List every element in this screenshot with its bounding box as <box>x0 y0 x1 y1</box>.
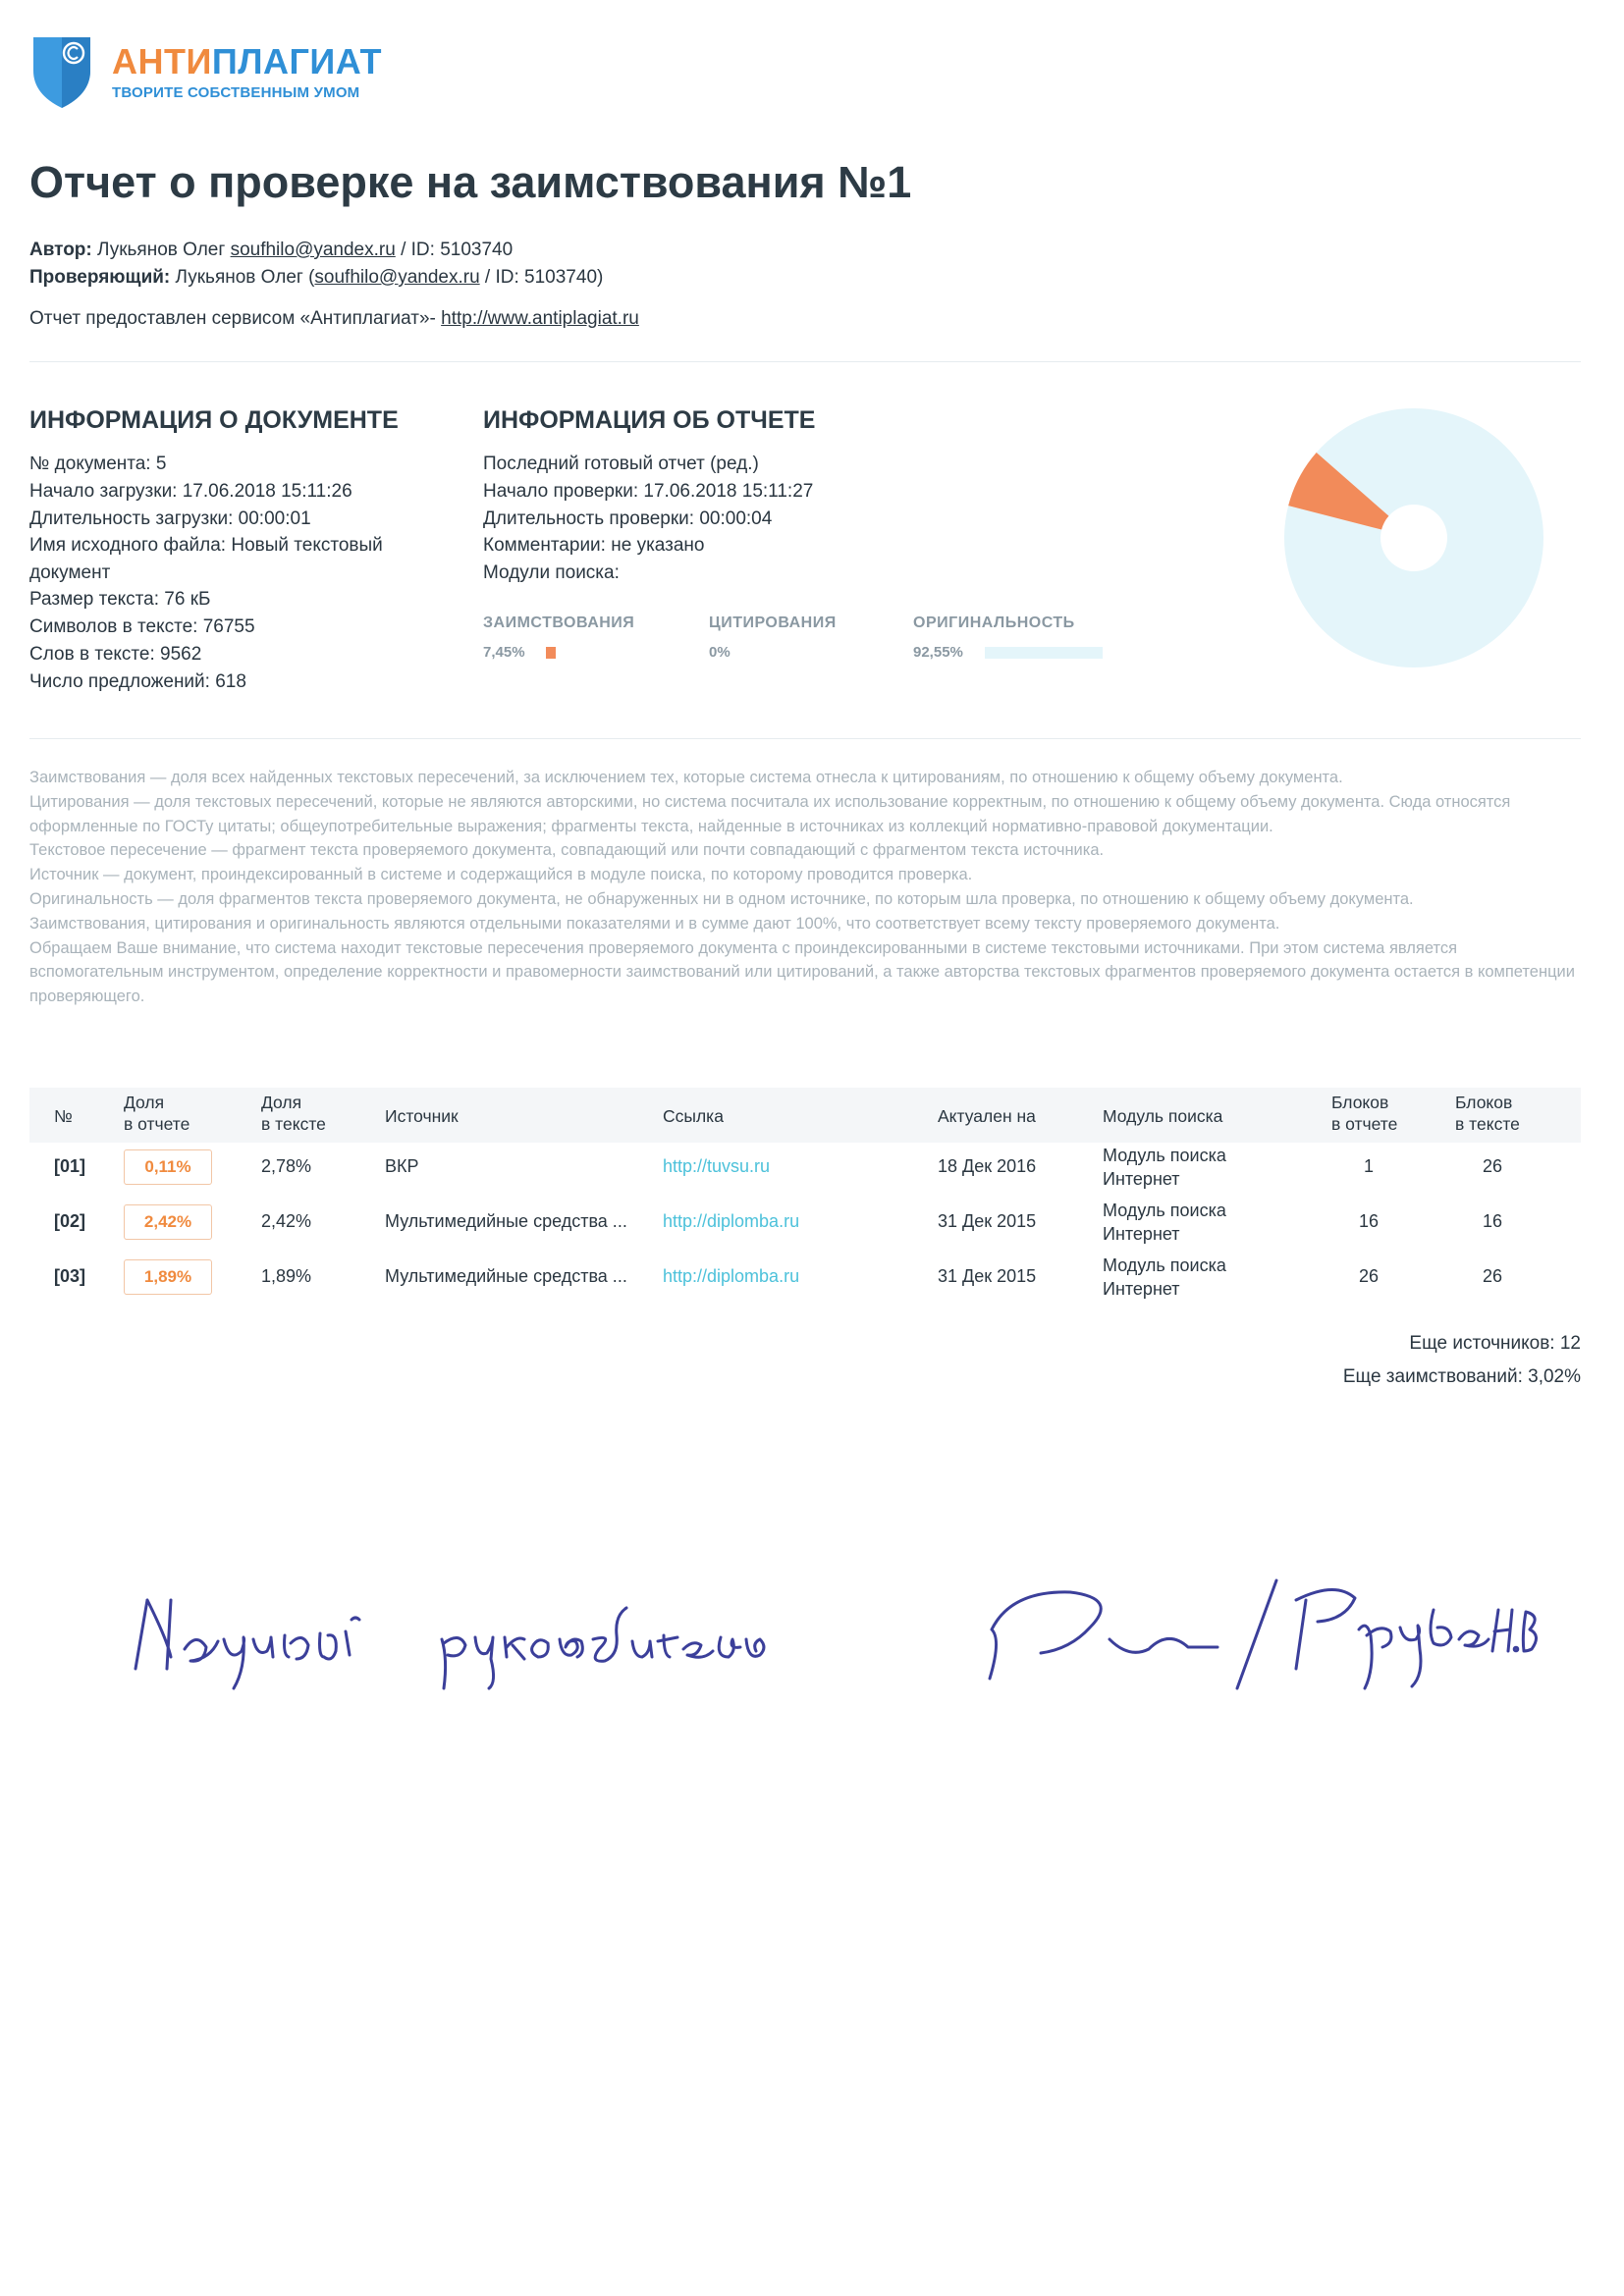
definitions-block <box>29 766 1591 1009</box>
definition-notice: Обращаем Ваше внимание, что система находит текстовые пересечения проверяемого документа с проиндексированными в системе текстовыми источниками. При этом система является вспомогательным инструментом, определение корректности и правомерности заимствований или цитирований, а также авторства текстовых фрагментов проверяемого документа остается в компетенции проверяющего. <box>29 938 1575 1006</box>
row-num: [03] <box>54 1266 86 1286</box>
actual-date: 31 Дек 2015 <box>938 1211 1037 1231</box>
brand-tagline: ТВОРИТЕ СОБСТВЕННЫМ УМОМ <box>112 84 360 101</box>
actual-date: 18 Дек 2016 <box>938 1156 1037 1176</box>
borrowing-value: 7,45% <box>483 644 525 661</box>
col-header-blocks-text: Блоков в тексте <box>1455 1093 1520 1134</box>
definition-sum: Заимствования, цитирования и оригинальность являются отдельными показателями и в сумме дают 100%, что соответствует всему тексту проверяемого документа. <box>29 914 1280 933</box>
checker-email-link[interactable]: soufhilo@yandex.ru <box>314 267 480 288</box>
actual-date: 31 Дек 2015 <box>938 1266 1037 1286</box>
col-header-num: № <box>54 1106 73 1126</box>
search-module: Модуль поиска Интернет <box>1103 1201 1226 1244</box>
blocks-report: 1 <box>1363 1156 1374 1176</box>
share-text: 2,42% <box>261 1211 312 1231</box>
report-info-line: Начало проверки: 17.06.2018 15:11:27 <box>483 481 814 502</box>
report-info-line: Модули поиска: <box>483 562 620 583</box>
divider <box>29 738 1581 739</box>
definition-source: Источник — документ, проиндексированный в системе и содержащийся в модуле поиска, по которому проводится проверка. <box>29 866 973 884</box>
blocks-report: 26 <box>1358 1266 1380 1286</box>
borrowing-bar <box>546 647 556 659</box>
col-header-actual: Актуален на <box>938 1106 1036 1126</box>
source-link[interactable]: http://diplomba.ru <box>663 1211 800 1231</box>
brand-name: АНТИПЛАГИАТ <box>112 41 382 81</box>
citation-value: 0% <box>709 644 731 661</box>
definition-intersection: Текстовое пересечение — фрагмент текста проверяемого документа, совпадающий или почти совпадающий с фрагментом текста источника. <box>29 841 1105 860</box>
antiplagiat-logo <box>29 31 461 120</box>
antiplagiat-site-link[interactable]: http://www.antiplagiat.ru <box>441 308 639 329</box>
row-num: [02] <box>54 1211 86 1231</box>
doc-info-line: Длительность загрузки: 00:00:01 <box>29 508 311 529</box>
citation-label: ЦИТИРОВАНИЯ <box>709 614 837 631</box>
source-link[interactable]: http://tuvsu.ru <box>663 1156 771 1176</box>
originality-value: 92,55% <box>913 644 963 661</box>
handwritten-signature <box>128 1541 1542 1708</box>
doc-info-line: Имя исходного файла: Новый текстовый <box>29 535 383 556</box>
share-report-badge: 0,11% <box>124 1149 212 1185</box>
author-line: Автор: Лукьянов Олег soufhilo@yandex.ru / ID: 5103740 <box>29 240 514 260</box>
definition-citation: Цитирования — доля текстовых пересечений, которые не являются авторскими, но система посчитала их использование корректным, по отношению к общему объему документа. Сюда относятся оформленные по ГОСТу цитаты; общеупотребительные выражения; фрагменты текста, найденные в источниках из коллекций нормативно-правовой документации. <box>29 792 1511 835</box>
share-report-badge: 2,42% <box>124 1204 212 1240</box>
blocks-report: 16 <box>1358 1211 1380 1231</box>
doc-info-line: Символов в тексте: 76755 <box>29 616 255 637</box>
page-title: Отчет о проверке на заимствования №1 <box>29 157 912 207</box>
report-info-line: Комментарии: не указано <box>483 535 705 556</box>
search-module: Модуль поиска Интернет <box>1103 1255 1226 1299</box>
originality-bar <box>985 647 1103 659</box>
doc-info-line: Слов в тексте: 9562 <box>29 644 202 665</box>
more-sources: Еще источников: 12 <box>1409 1333 1581 1354</box>
doc-info-line: Число предложений: 618 <box>29 671 246 692</box>
report-info-title: ИНФОРМАЦИЯ ОБ ОТЧЕТЕ <box>483 406 816 434</box>
col-header-module: Модуль поиска <box>1103 1106 1223 1126</box>
doc-info-line: Размер текста: 76 кБ <box>29 589 211 610</box>
report-info-line: Последний готовый отчет (ред.) <box>483 454 759 474</box>
blocks-text: 26 <box>1482 1266 1503 1286</box>
col-header-link: Ссылка <box>663 1106 724 1126</box>
doc-info-title: ИНФОРМАЦИЯ О ДОКУМЕНТЕ <box>29 406 399 434</box>
source-name[interactable]: Мультимедийные средства ... <box>385 1211 627 1231</box>
share-report-badge: 1,89% <box>124 1259 212 1295</box>
originality-slice <box>1284 408 1543 667</box>
provided-by-line: Отчет предоставлен сервисом «Антиплагиат»- http://www.antiplagiat.ru <box>29 308 639 329</box>
source-link[interactable]: http://diplomba.ru <box>663 1266 800 1286</box>
originality-donut-chart <box>1276 400 1551 675</box>
col-header-source: Источник <box>385 1106 459 1126</box>
divider <box>29 361 1581 362</box>
doc-info-line: документ <box>29 562 111 583</box>
blocks-text: 16 <box>1482 1211 1503 1231</box>
doc-info-line: № документа: 5 <box>29 454 167 474</box>
search-module: Модуль поиска Интернет <box>1103 1146 1226 1189</box>
source-name[interactable]: Мультимедийные средства ... <box>385 1266 627 1286</box>
more-borrowings: Еще заимствований: 3,02% <box>1342 1366 1581 1387</box>
definition-originality: Оригинальность — доля фрагментов текста проверяемого документа, не обнаруженных ни в одном источнике, по которым шла проверка, по отношению к общему объему документа. <box>29 889 1414 908</box>
blocks-text: 26 <box>1482 1156 1503 1176</box>
source-name[interactable]: ВКР <box>385 1156 419 1176</box>
definition-borrowing: Заимствования — доля всех найденных текстовых пересечений, за исключением тех, которые система отнесла к цитированиям, по отношению к общему объему документа. <box>29 769 1343 786</box>
row-num: [01] <box>54 1156 86 1176</box>
col-header-blocks-report: Блоков в отчете <box>1331 1093 1398 1134</box>
originality-label: ОРИГИНАЛЬНОСТЬ <box>913 614 1075 631</box>
col-header-share-text: Доля в тексте <box>261 1093 326 1134</box>
borrowing-label: ЗАИМСТВОВАНИЯ <box>483 614 635 631</box>
share-text: 1,89% <box>261 1266 312 1286</box>
doc-info-line: Начало загрузки: 17.06.2018 15:11:26 <box>29 481 352 502</box>
share-text: 2,78% <box>261 1156 312 1176</box>
shield-copyright-icon <box>29 31 94 110</box>
checker-line: Проверяющий: Лукьянов Олег (soufhilo@yandex.ru / ID: 5103740) <box>29 267 604 288</box>
author-email-link[interactable]: soufhilo@yandex.ru <box>230 240 396 260</box>
col-header-share-report: Доля в отчете <box>124 1093 190 1134</box>
report-info-line: Длительность проверки: 00:00:04 <box>483 508 773 529</box>
